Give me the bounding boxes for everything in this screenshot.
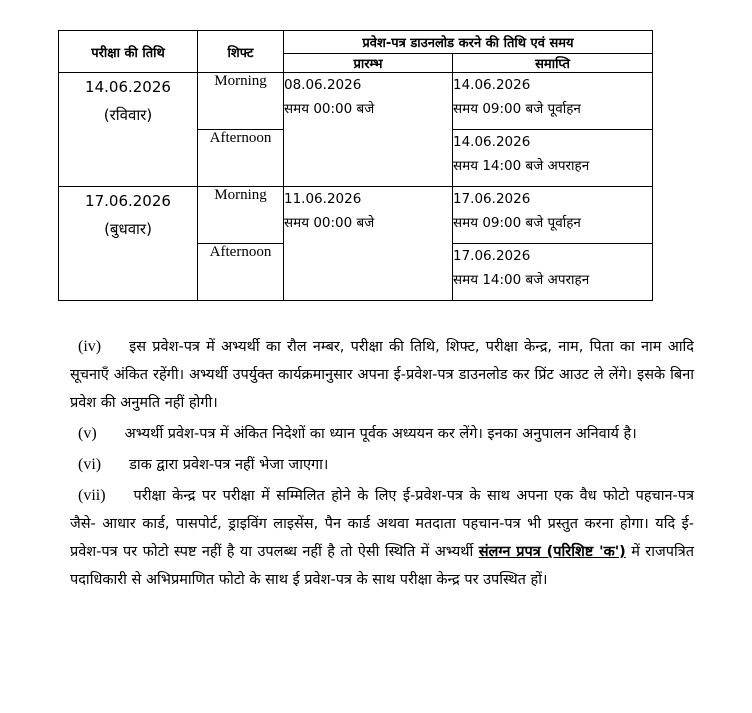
admit-card-schedule-table	[58, 30, 653, 301]
start-time: समय 00:00 बजे	[284, 215, 375, 231]
download-end-cell	[453, 244, 653, 301]
end-date: 14.06.2026	[453, 134, 531, 150]
exam-date-cell	[59, 187, 198, 301]
end-time: समय 14:00 बजे अपराहन	[453, 158, 590, 174]
start-date: 11.06.2026	[284, 191, 362, 207]
end-date: 14.06.2026	[453, 77, 531, 93]
item-number: (vi)	[78, 456, 102, 473]
start-date: 08.06.2026	[284, 77, 362, 93]
annexure-reference: संलग्न प्रपत्र (परिशिष्ट 'क')	[478, 544, 626, 560]
header-start: प्रारम्भ	[284, 54, 453, 73]
header-shift: शिफ्ट	[198, 31, 284, 73]
exam-day: (बुधवार)	[104, 220, 152, 238]
table-row	[59, 187, 653, 244]
item-number: (iv)	[78, 338, 102, 355]
download-end-cell	[453, 187, 653, 244]
header-download: प्रवेश-पत्र डाउनलोड करने की तिथि एवं समय	[284, 31, 653, 54]
end-time: समय 09:00 बजे पूर्वाहन	[453, 101, 581, 117]
end-date: 17.06.2026	[453, 248, 531, 264]
shift-cell: Morning	[198, 187, 284, 244]
end-time: समय 09:00 बजे पूर्वाहन	[453, 215, 581, 231]
shift-cell: Afternoon	[198, 130, 284, 187]
instructions	[70, 333, 694, 597]
instruction-paragraph	[70, 451, 694, 479]
end-time: समय 14:00 बजे अपराहन	[453, 272, 590, 288]
end-date: 17.06.2026	[453, 191, 531, 207]
item-number: (vii)	[78, 487, 106, 504]
shift-cell: Afternoon	[198, 244, 284, 301]
download-start-cell	[284, 73, 453, 187]
download-start-cell	[284, 187, 453, 301]
item-text: डाक द्वारा प्रवेश-पत्र नहीं भेजा जाएगा।	[129, 457, 329, 473]
header-end: समाप्ति	[453, 54, 653, 73]
item-text: परीक्षा केन्द्र पर परीक्षा में सम्मिलित होने के लिए ई-प्रवेश-पत्र के साथ अपना एक वैध फोटो पहचान-पत्र जैसे- आधार कार्ड, पासपोर्ट, ड्राइविंग लाइसेंस, पैन कार्ड अथवा मतदाता पहचान-पत्र भी प्रस्तुत करना होगा। यदि ई-प्रवेश-पत्र पर फोटो स्पष्ट नहीं है या उपलब्ध नहीं है तो ऐसी स्थिति में अभ्यर्थी	[70, 488, 694, 560]
item-text: अभ्यर्थी प्रवेश-पत्र में अंकित निदेशों का ध्यान पूर्वक अध्ययन कर लेंगे। इनका अनुपालन अनिवार्य है।	[124, 426, 637, 442]
exam-day: (रविवार)	[103, 106, 153, 124]
item-number: (v)	[78, 425, 97, 442]
instruction-paragraph	[70, 333, 694, 417]
download-end-cell	[453, 130, 653, 187]
table-header-row	[59, 31, 653, 54]
table-row	[59, 73, 653, 130]
item-text: में राजपत्रित पदाधिकारी से अभिप्रमाणित फोटो के साथ ई प्रवेश-पत्र के साथ परीक्षा केन्द्र पर उपस्थित हों।	[70, 544, 694, 588]
item-text: इस प्रवेश-पत्र में अभ्यर्थी का रौल नम्बर, परीक्षा की तिथि, शिफ्ट, परीक्षा केन्द्र, नाम, पिता का नाम आदि सूचनाएँ अंकित रहेंगी। अभ्यर्थी उपर्युक्त कार्यक्रमानुसार अपना ई-प्रवेश-पत्र डाउनलोड कर प्रिंट आउट ले लेंगे। इसके बिना प्रवेश की अनुमति नहीं होगी।	[70, 339, 694, 411]
exam-date-cell	[59, 73, 198, 187]
shift-cell: Morning	[198, 73, 284, 130]
instruction-paragraph	[70, 420, 694, 448]
exam-date: 14.06.2026	[85, 78, 171, 96]
instruction-paragraph	[70, 482, 694, 594]
start-time: समय 00:00 बजे	[284, 101, 375, 117]
exam-date: 17.06.2026	[85, 192, 171, 210]
header-exam-date: परीक्षा की तिथि	[59, 31, 198, 73]
download-end-cell	[453, 73, 653, 130]
